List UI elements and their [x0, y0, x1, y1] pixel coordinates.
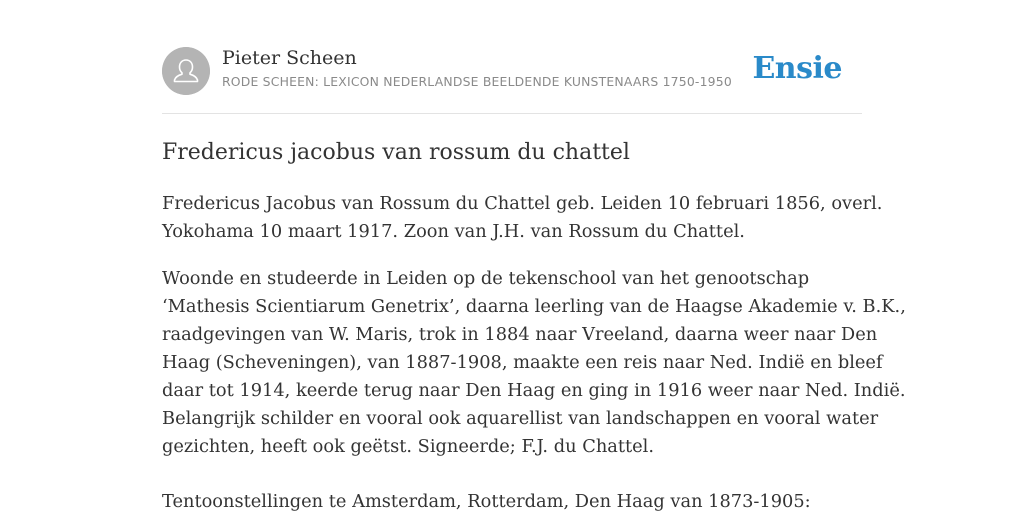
text-line: gezichten, heeft ook geëtst. Signeerde; F.J. du Chattel. — [162, 436, 655, 457]
paragraph — [162, 488, 867, 512]
text-line: ‘Mathesis Scientiarum Genetrix’, daarna leerling van de Haagse Akademie v. B.K., — [162, 296, 906, 317]
paragraph — [162, 190, 883, 246]
header-divider — [162, 113, 862, 114]
article-header — [162, 46, 862, 96]
source-label[interactable]: RODE SCHEEN: LEXICON NEDERLANDSE BEELDENDE KUNSTENAARS 1750-1950 — [222, 74, 732, 89]
text-line: Belangrijk schilder en vooral ook aquarellist van landschappen en vooral water — [162, 408, 879, 429]
user-avatar-icon[interactable] — [162, 47, 210, 95]
ensie-logo[interactable]: Ensie — [752, 51, 842, 86]
text-line: raadgevingen van W. Maris, trok in 1884 naar Vreeland, daarna weer naar Den — [162, 324, 878, 345]
text-line: daar tot 1914, keerde terug naar Den Haag en ging in 1916 weer naar Ned. Indië. — [162, 380, 906, 401]
text-line: Tentoonstellingen te Amsterdam, Rotterdam, Den Haag van 1873-1905: — [162, 491, 811, 512]
paragraph — [162, 265, 906, 461]
author-name[interactable]: Pieter Scheen — [222, 47, 357, 69]
article-title: Fredericus jacobus van rossum du chattel — [162, 140, 630, 165]
text-line: Fredericus Jacobus van Rossum du Chattel geb. Leiden 10 februari 1856, overl. — [162, 193, 883, 214]
text-line: Yokohama 10 maart 1917. Zoon van J.H. van Rossum du Chattel. — [162, 221, 745, 242]
article-body — [162, 190, 906, 512]
text-line: Haag (Scheveningen), van 1887-1908, maakte een reis naar Ned. Indië en bleef — [162, 352, 883, 373]
text-line: Woonde en studeerde in Leiden op de tekenschool van het genootschap — [162, 268, 810, 289]
